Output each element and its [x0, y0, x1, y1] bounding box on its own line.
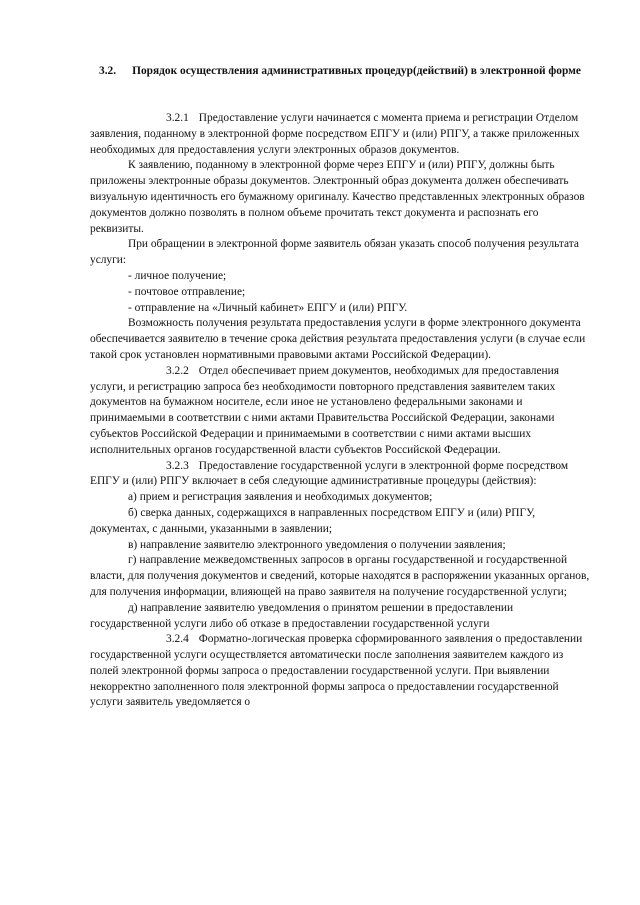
clause-number: 3.2.3 [166, 459, 189, 472]
procedure-item: в) направление заявителю электронного уведомления о получении заявления; [128, 538, 506, 551]
paragraph: К заявлению, поданному в электронной форме через ЕПГУ и (или) РПГУ, должны быть приложены электронные образы документов. Электронный образ документа должен обеспечивать визуальную идентичность его бумажному оригиналу. Качество представленных электронных образов документов должно позволять в полном объеме прочитать текст документа и распознать его реквизиты. [90, 159, 585, 235]
paragraph-text: Предоставление государственной услуги в электронной форме посредством ЕПГУ и (или) РПГУ включает в себя следующие административные процедуры (действия): [90, 459, 569, 488]
list-item: - отправление на «Личный кабинет» ЕПГУ и (или) РПГУ. [128, 301, 408, 314]
list-item: - личное получение; [128, 269, 227, 282]
section-title: Порядок осуществления административных процедур(действий) в электронной форме [132, 65, 581, 77]
procedure-item: а) прием и регистрация заявления и необходимых документов; [128, 491, 433, 504]
list-item: - почтовое отправление; [128, 285, 246, 298]
procedure-item: д) направление заявителю уведомления о принятом решении в предоставлении государственной услуги либо об отказе в предоставлении государственной услуги [90, 601, 514, 630]
paragraph-text: Отдел обеспечивает прием документов, необходимых для предоставления услуги, и регистрацию запроса без необходимости повторного представления заявителем таких документов на бумажном носителе, если иное не установлено федеральными законами и принимаемыми в соответствии с ними актами Правительства Российской Федерации, законами субъектов Российской Федерации и принимаемыми в соответствии с ними актами высших исполнительных органов государственной власти субъектов Российской Федерации. [90, 364, 559, 456]
paragraph-3-2-4 [90, 632, 590, 711]
paragraph-3-2-2 [90, 364, 590, 459]
delivery-method-list [90, 269, 590, 316]
section-heading [90, 63, 590, 80]
clause-number: 3.2.4 [166, 633, 189, 646]
paragraph-text: Форматно-логическая проверка сформированного заявления о предоставлении государственной услуги осуществляется автоматически после заполнения заявителем каждого из полей электронной формы запроса о предоставлении государственной услуги. При выявлении некорректно заполненного поля электронной формы запроса о предоставлении государственной услуги заявитель уведомляется о [90, 633, 583, 709]
paragraph: При обращении в электронной форме заявитель обязан указать способ получения результата услуги: [90, 238, 579, 267]
document-body [90, 111, 590, 711]
paragraph-3-2-1 [90, 111, 590, 158]
procedure-item: г) направление межведомственных запросов в органы государственной и государственной власти, для получения документов и сведений, которые находятся в распоряжении указанных органов, для получения информации, влияющей на право заявителя на получение государственной услуги; [90, 554, 590, 598]
paragraph-text: Предоставление услуги начинается с момента приема и регистрации Отделом заявления, поданному в электронной форме посредством ЕПГУ и (или) РПГУ, а также приложенных необходимых для предоставления услуги электронных образов документов. [90, 112, 580, 156]
clause-number: 3.2.2 [166, 364, 189, 377]
paragraph: Возможность получения результата предоставления услуги в форме электронного документа обеспечивается заявителю в течение срока действия результата предоставления услуги (в случае если такой срок установлен нормативными правовыми актами Российской Федерации). [90, 317, 586, 361]
procedure-item: б) сверка данных, содержащихся в направленных посредством ЕПГУ и (или) РПГУ, документах, с данными, указанными в заявлении; [90, 506, 536, 535]
clause-number: 3.2.1 [166, 112, 189, 124]
paragraph-3-2-3 [90, 459, 590, 491]
section-number: 3.2. [99, 65, 117, 77]
